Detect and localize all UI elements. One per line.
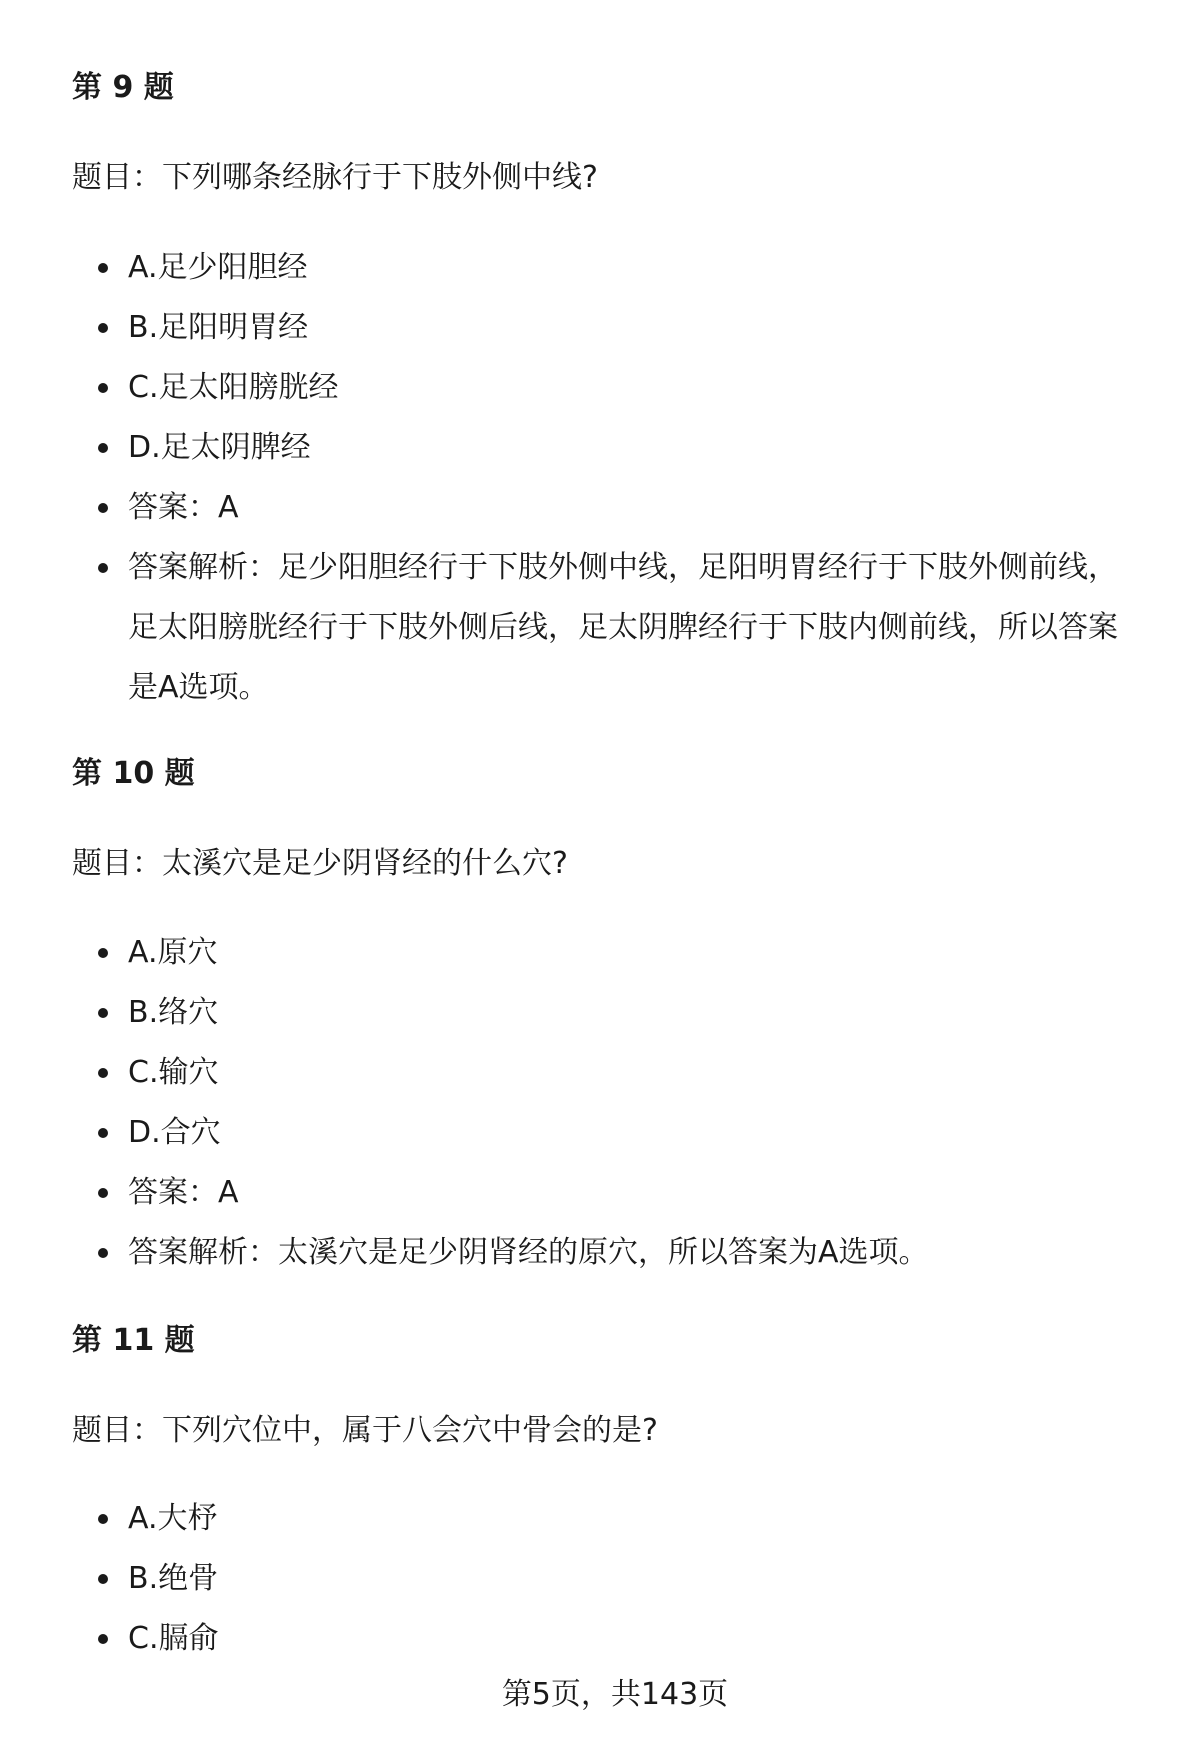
option-list [72,238,1142,718]
option-item: C.膈俞 [72,1609,1142,1669]
answer-item: 答案：A [72,1163,1142,1223]
question-stem: 题目：下列哪条经脉行于下肢外侧中线? [72,160,598,195]
option-item: D.合穴 [72,1103,1142,1163]
option-item: C.输穴 [72,1043,1142,1103]
option-item: D.足太阴脾经 [72,418,1142,478]
option-list [72,1489,1142,1669]
question-stem: 题目：太溪穴是足少阴肾经的什么穴? [72,846,568,881]
question-title: 第 9 题 [72,70,174,105]
analysis-item: 答案解析：太溪穴是足少阴肾经的原穴，所以答案为A选项。 [72,1223,1142,1283]
option-item: A.大杼 [72,1489,1142,1549]
option-item: A.原穴 [72,923,1142,983]
option-item: B.足阳明胃经 [72,298,1142,358]
page-number-footer: 第5页，共143页 [501,1677,729,1712]
analysis-item: 答案解析：足少阳胆经行于下肢外侧中线，足阳明胃经行于下肢外侧前线，足太阳膀胱经行于下肢外侧后线，足太阴脾经行于下肢内侧前线，所以答案是A选项。 [72,538,1142,718]
option-item: A.足少阳胆经 [72,238,1142,298]
option-item: B.络穴 [72,983,1142,1043]
option-item: B.绝骨 [72,1549,1142,1609]
question-stem: 题目：下列穴位中，属于八会穴中骨会的是? [72,1413,658,1448]
answer-item: 答案：A [72,478,1142,538]
option-item: C.足太阳膀胱经 [72,358,1142,418]
option-list [72,923,1142,1283]
question-title: 第 11 题 [72,1323,195,1358]
question-title: 第 10 题 [72,756,195,791]
